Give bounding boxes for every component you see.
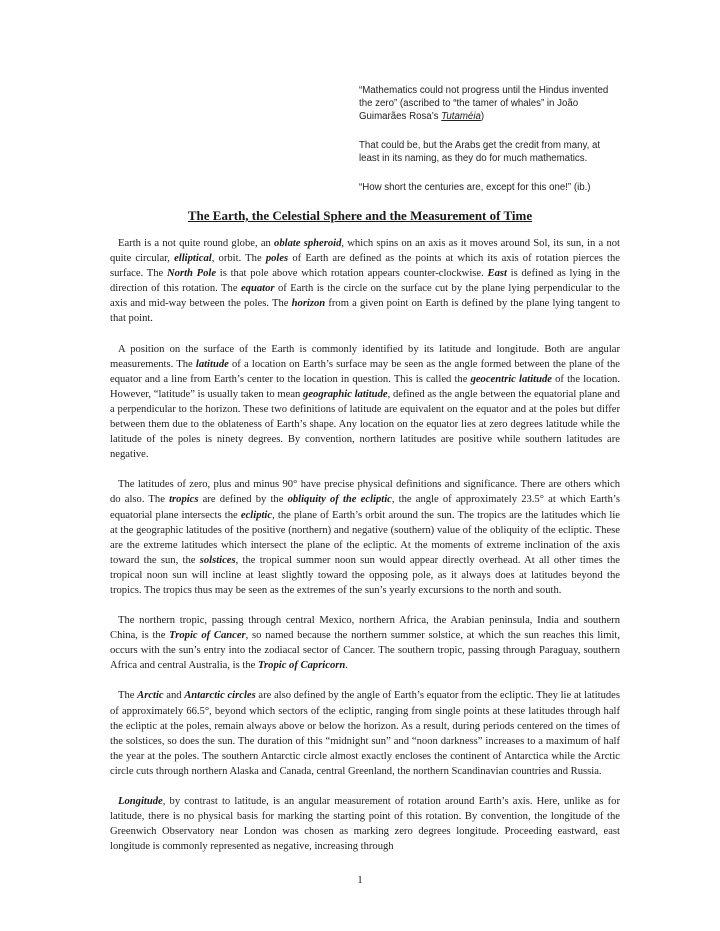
epigraph-3: “How short the centuries are, except for this one!” (ib.): [359, 182, 591, 193]
paragraph-6: Longitude, by contrast to latitude, is an angular measurement of rotation around Earth’s axis. Here, unlike as for latitude, there is no physical basis for marking the starting point of this rotation. By convention, the longitude of the Greenwich Observatory near London was chosen as marking zero degrees longitude. Proceeding eastward, east longitude is commonly represented as negative, increasing through: [110, 796, 620, 853]
paragraph-1: Earth is a not quite round globe, an oblate spheroid, which spins on an axis as it moves around Sol, its sun, in a not quite circular, elliptical, orbit. The poles of Earth are defined as the points at which its axis of rotation pierces the surface. The North Pole is that pole above which rotation appears counter-clockwise. East is defined as lying in the direction of this rotation. The equator of Earth is the circle on the surface cut by the plane lying perpendicular to the axis and mid-way between the poles. The horizon from a given point on Earth is defined by the plane lying tangent to that point.: [110, 238, 620, 325]
paragraph-3: The latitudes of zero, plus and minus 90° have precise physical definitions and significance. There are others which do also. The tropics are defined by the obliquity of the ecliptic, the angle of approximately 23.5° at which Earth’s equatorial plane intersects the ecliptic, the plane of Earth’s orbit around the sun. The tropics are the latitudes which lie at the geographic latitudes of the positive (northern) and negative (southern) value of the obliquity of the ecliptic. These are the extreme latitudes which intersect the plane of the ecliptic. At the moments of extreme inclination of the axis toward the sun, the solstices, the tropical summer noon sun would appear directly overhead. At all other times the tropical noon sun will incline at least slightly toward the opposing pole, as it always does at latitudes beyond the tropics. The tropics thus may be seen as the extremes of the sun’s yearly excursions to the north and south.: [110, 479, 620, 596]
epigraph-1-close: ): [480, 111, 485, 122]
epigraphs: [359, 84, 621, 210]
body-text: [110, 236, 620, 869]
paragraph-4: The northern tropic, passing through central Mexico, northern Africa, the Arabian peninsula, India and southern China, is the Tropic of Cancer, so named because the northern summer solstice, at which the sun reaches this limit, occurs with the sun’s entry into the zodiacal sector of Cancer. The southern tropic, passing through Paraguay, southern Africa and central Australia, is the Tropic of Capricorn.: [110, 615, 620, 672]
epigraph-1-book-title: Tutaméia: [441, 111, 481, 122]
paragraph-5: The Arctic and Antarctic circles are also defined by the angle of Earth’s equator from the ecliptic. They lie at latitudes of approximately 66.5°, beyond which sectors of the ecliptic, ranging from single points at these latitudes through half the ecliptic at the poles, remain always above or below the horizon. As a result, during periods centered on the times of the solstices, so does the sun. The duration of this “midnight sun” and “noon darkness” increases to a maximum of half the year at the poles. The southern Antarctic circle almost exactly encloses the continent of Antarctica while the Arctic circle cuts through northern Alaska and Canada, central Greenland, the northern Scandinavian countries and Russia.: [110, 690, 621, 777]
epigraph-2: That could be, but the Arabs get the credit from many, at least in its naming, as they do for much mathematics.: [359, 140, 601, 164]
page-title: The Earth, the Celestial Sphere and the Measurement of Time: [187, 208, 533, 223]
epigraph-1-text: “Mathematics could not progress until the Hindus invented the zero” (ascribed to “the tamer of whales” in João Guimarães Rosa’s: [359, 85, 609, 122]
paragraph-2: A position on the surface of the Earth is commonly identified by its latitude and longitude. Both are angular measurements. The latitude of a location on Earth’s surface may be seen as the angle formed between the plane of the equator and a line from Earth’s center to the location in question. This is called the geocentric latitude of the location. However, “latitude” is usually taken to mean geographic latitude, defined as the angle between the equatorial plane and a perpendicular to the horizon. These two definitions of latitude are equivalent on the equator and at the poles but differ between them due to the oblateness of Earth’s shape. Any location on the equator lies at zero degrees latitude while the latitude of the poles is ninety degrees. By convention, northern latitudes are positive while southern latitudes are negative.: [110, 343, 621, 461]
epigraph-1: [359, 84, 621, 123]
page-number: 1: [357, 874, 363, 886]
